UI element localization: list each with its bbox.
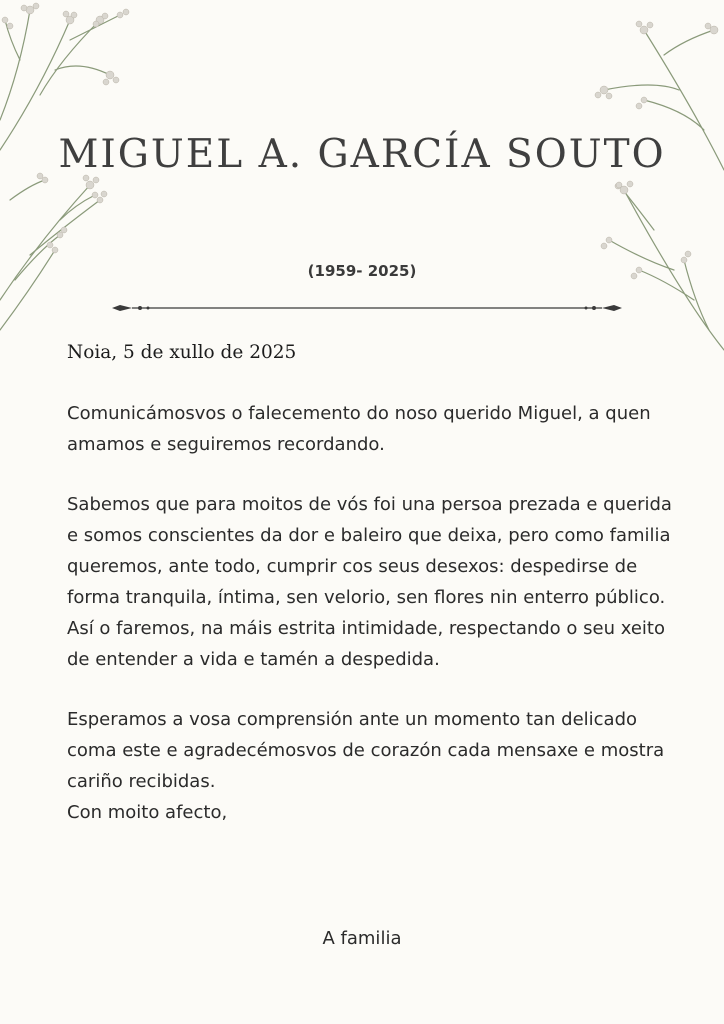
signature: A familia (322, 928, 402, 949)
paragraph-announcement: Comunicámosvos o falecemento do noso querido Miguel, a quen amamos e seguiremos recordando. (67, 403, 651, 455)
date-line: Noia, 5 de xullo de 2025 (67, 342, 297, 363)
life-years: (1959- 2025) (307, 262, 417, 280)
deceased-name-title: MIGUEL A. GARCÍA SOUTO (58, 132, 666, 177)
paragraph-thanks: Esperamos a vosa comprensión ante un momento tan delicado coma este e agradecémosvos de corazón cada mensaxe e mostra cariño recibidas. (67, 709, 665, 792)
obituary-body (67, 398, 679, 828)
closing-line: Con moito afecto, (67, 802, 228, 823)
ornamental-divider-icon (110, 300, 624, 316)
paragraph-wishes: Sabemos que para moitos de vós foi una persoa prezada e querida e somos conscientes da dor e baleiro que deixa, pero como familia queremos, ante todo, cumprir cos seus desexos: despedirse de forma tranquila, íntima, sen velorio, sen flores nin enterro público. Así o faremos, na máis estrita intimidade, respectando o seu xeito de entender a vida e tamén a despedida. (67, 494, 672, 670)
